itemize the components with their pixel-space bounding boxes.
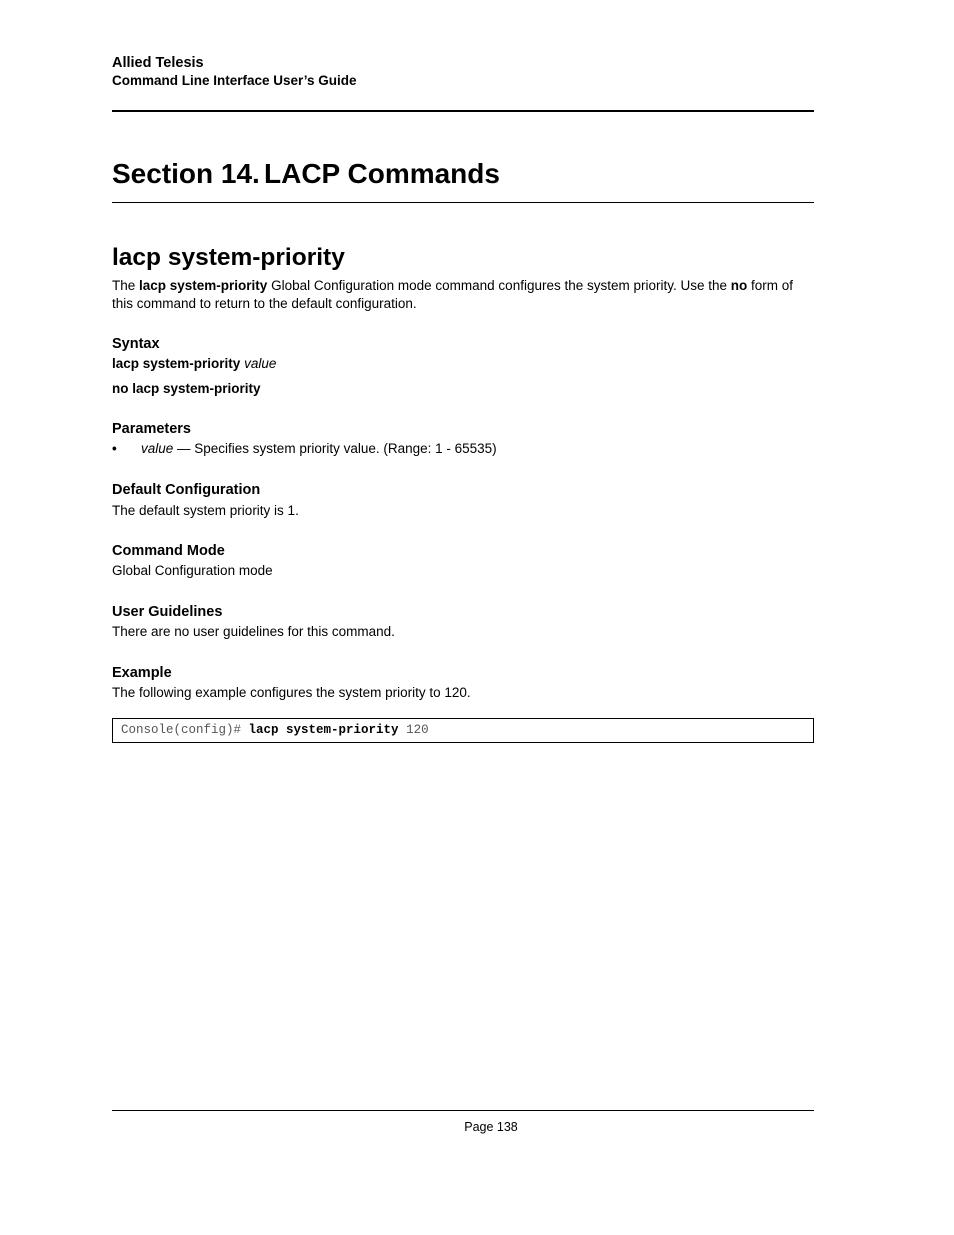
- intro-bold-command: lacp system-priority: [139, 278, 268, 293]
- page-number: Page 138: [464, 1120, 518, 1134]
- syntax-line-2: no lacp system-priority: [112, 381, 261, 396]
- header-guide-title: Command Line Interface User’s Guide: [112, 73, 357, 88]
- example-code-box: [112, 718, 814, 743]
- intro-text-2: Global Configuration mode command configures the system priority. Use the: [267, 278, 731, 293]
- header-company: Allied Telesis: [112, 55, 204, 71]
- syntax-heading: Syntax: [112, 336, 160, 352]
- section-name: LACP Commands: [264, 158, 500, 189]
- command-title: lacp system-priority: [112, 244, 345, 271]
- parameter-name: value: [141, 441, 174, 456]
- code-argument: 120: [398, 723, 429, 737]
- parameters-heading: Parameters: [112, 421, 191, 437]
- code-command: lacp system-priority: [248, 723, 399, 737]
- section-rule: [112, 202, 814, 203]
- parameter-text: [141, 441, 497, 456]
- parameter-description: — Specifies system priority value. (Range: 1 - 65535): [173, 441, 497, 456]
- syntax-argument: value: [244, 356, 277, 371]
- example-text: The following example configures the system priority to 120.: [112, 685, 471, 700]
- syntax-command: lacp system-priority: [112, 356, 241, 371]
- code-prompt: Console(config)#: [121, 723, 249, 737]
- user-guidelines-text: There are no user guidelines for this command.: [112, 624, 395, 639]
- syntax-line-1: [112, 356, 276, 371]
- section-title: [112, 158, 500, 190]
- command-intro: [112, 277, 814, 312]
- section-number: Section 14.: [112, 158, 260, 189]
- bullet-icon: •: [112, 441, 117, 456]
- intro-text-3: form of this command to return to the default configuration.: [112, 278, 794, 311]
- user-guidelines-heading: User Guidelines: [112, 604, 223, 620]
- default-config-text: The default system priority is 1.: [112, 503, 299, 518]
- intro-bold-no: no: [730, 278, 748, 293]
- header-rule: [112, 110, 814, 112]
- example-heading: Example: [112, 665, 172, 681]
- intro-text-1: The: [112, 278, 140, 293]
- footer-rule: [112, 1110, 814, 1111]
- command-mode-heading: Command Mode: [112, 543, 225, 559]
- default-config-heading: Default Configuration: [112, 482, 261, 498]
- command-mode-text: Global Configuration mode: [112, 563, 273, 578]
